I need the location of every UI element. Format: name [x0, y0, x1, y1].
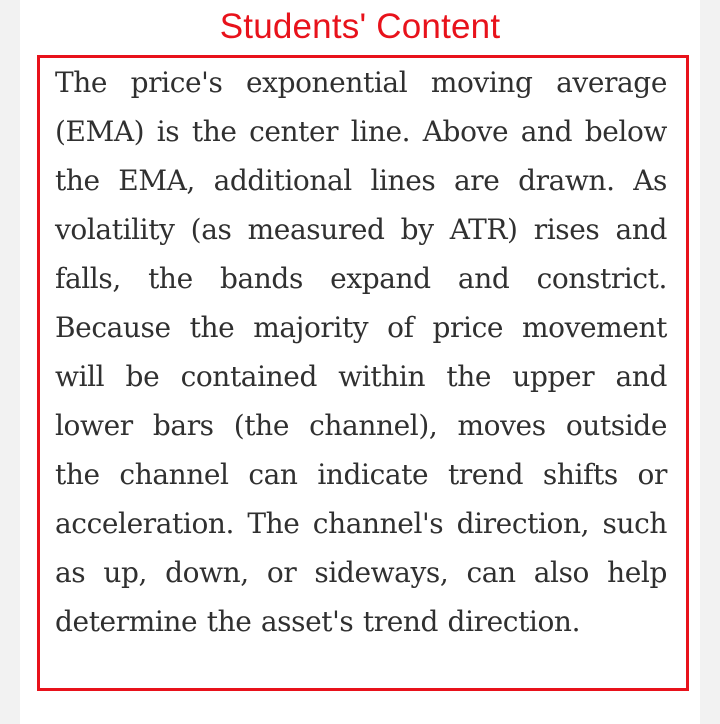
- content-box: [37, 55, 689, 691]
- section-heading: Students' Content: [219, 7, 501, 46]
- content-paragraph: The price's exponential moving average (EMA) is the center line. Above and below the EMA, additional lines are drawn. As volatility (as measured by ATR) rises and falls, the bands expand and constrict. Because the majority of price movement will be contained within the upper and lower bars (the channel), moves outside the channel can indicate trend shifts or acceleration. The channel's direction, such as up, down, or sideways, can also help determine the asset's trend direction.: [55, 66, 667, 638]
